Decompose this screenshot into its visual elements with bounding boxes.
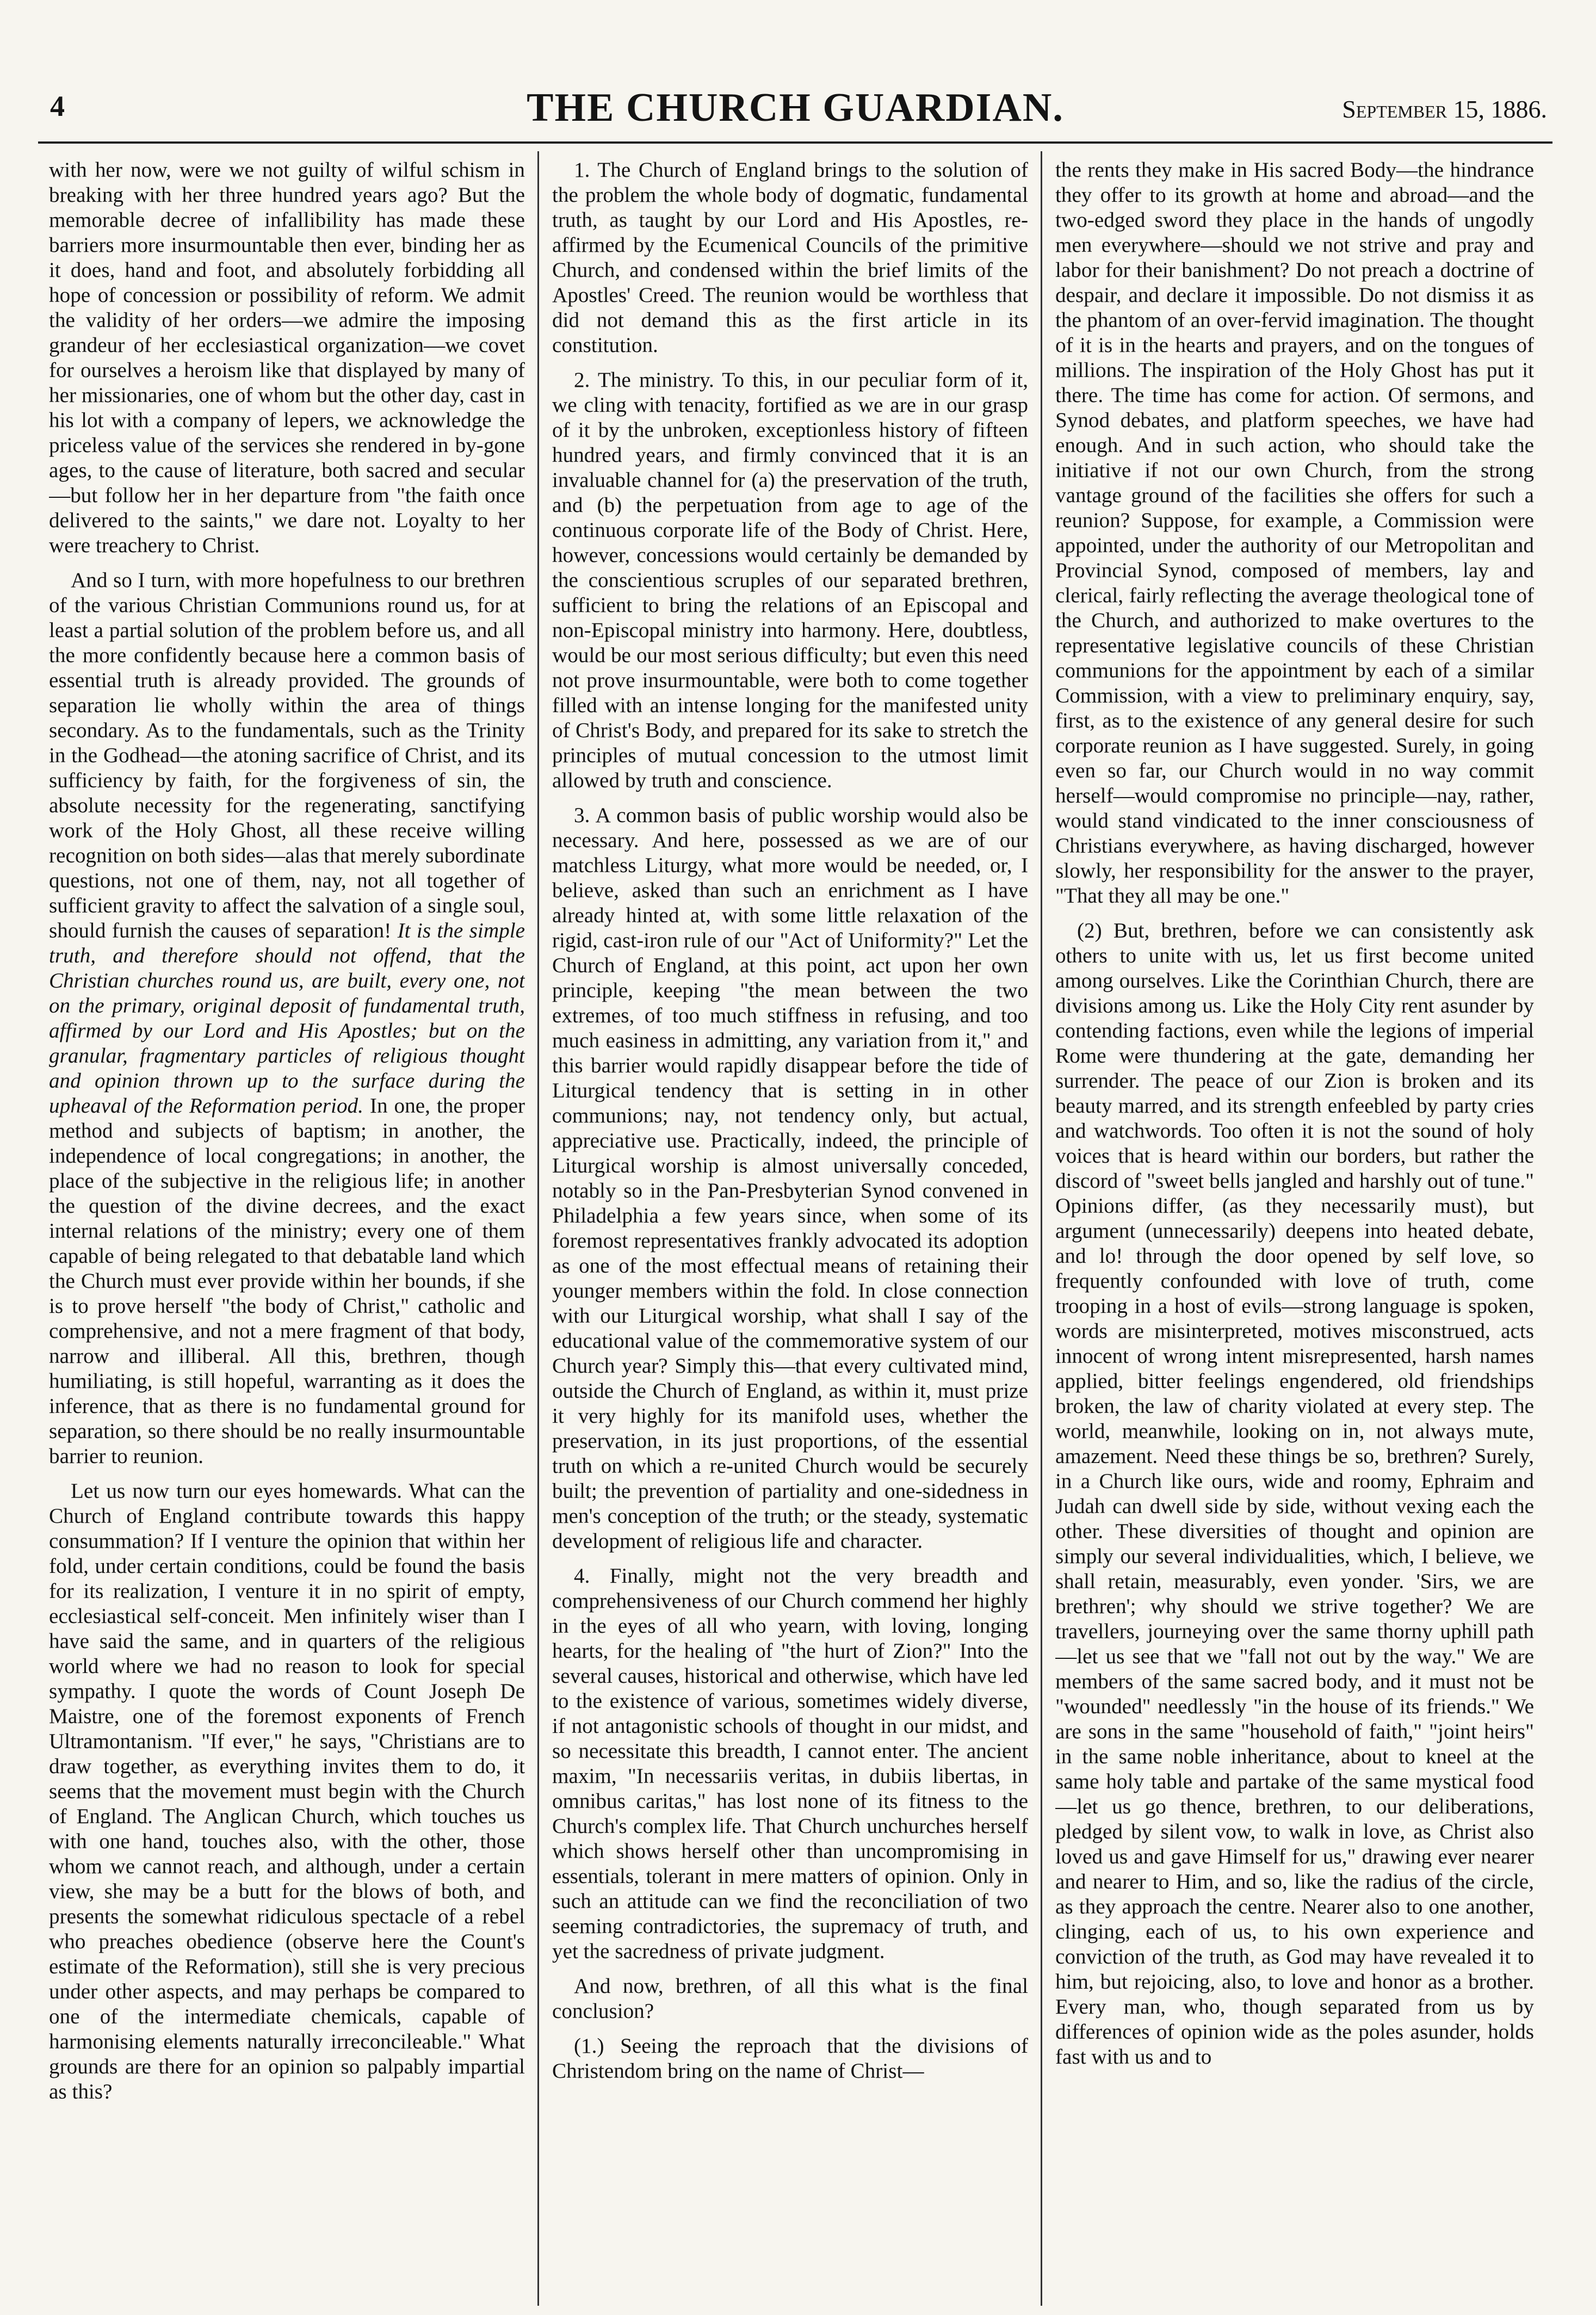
article-column-2 <box>552 158 1028 2307</box>
paragraph: the rents they make in His sacred Body—the hindrance they offer to its growth at home and abroad—and the two-edged sword they place in the hands of ungodly men everywhere—should we not strive and pray and labor for their banishment? Do not preach a doctrine of despair, and declare it impossible. Do not dismiss it as the phantom of an over-fervid imagination. The thought of it is in the hearts and prayers, and on the tongues of millions. The inspiration of the Holy Ghost has put it there. The time has come for action. Of sermons, and Synod debates, and platform speeches, we have had enough. And in such action, who should take the initiative if not our own Church, from the strong vantage ground of the facilities she offers for such a reunion? Suppose, for example, a Commission were appointed, under the authority of our Metropolitan and Provincial Synod, composed of members, lay and clerical, fairly reflecting the average theological tone of the Church, and authorized to make overtures to the representative legislative councils of these Christian communions for the appointment by each of a similar Commission, with a view to preliminary enquiry, say, first, as to the existence of any general desire for such corporate reunion as I have suggested. Surely, in going even so far, our Church would in no way commit herself—would compromise no principle—nay, rather, would stand vindicated to the inner consciousness of Christians everywhere, as having discharged, however slowly, her responsibility for the answer to the prayer, "That they all may be one." <box>1055 158 1534 908</box>
column-divider <box>1041 151 1042 2306</box>
page-number: 4 <box>50 90 65 122</box>
paragraph: with her now, were we not guilty of wilful schism in breaking with her three hundred years ago? But the memorable decree of infallibility has made these barriers more insurmountable then ever, binding her as it does, hand and foot, and absolutely forbidding all hope of concession or possibility of reform. We admit the validity of her orders—we admire the imposing grandeur of her ecclesiastical organization—we covet for ourselves a heroism like that displayed by many of her missionaries, one of whom but the other day, cast in his lot with a company of lepers, we acknowledge the priceless value of the services she rendered in by-gone ages, to the cause of literature, both sacred and secular—but follow her in her departure from "the faith once delivered to the saints," we dare not. Loyalty to her were treachery to Christ. <box>49 158 525 557</box>
paragraph: Let us now turn our eyes homewards. What can the Church of England contribute towards this happy consummation? If I venture the opinion that within her fold, under certain conditions, could be found the basis for its realization, I venture it in no spirit of empty, ecclesiastical self-conceit. Men infinitely wiser than I have said the same, and in quarters of the religious world where we had no reason to look for special sympathy. I quote the words of Count Joseph De Maistre, one of the foremost exponents of French Ultramontanism. "If ever," he says, "Christians are to draw together, as everything invites them to do, it seems that the movement must begin with the Church of England. The Anglican Church, which touches us with one hand, touches also, with the other, those whom we cannot reach, and although, under a certain view, she may be a butt for the blows of both, and presents the somewhat ridiculous spectacle of a rebel who preaches obedience (observe here the Count's estimate of the Reformation), still she is very precious under other aspects, and may perhaps be compared to one of the intermediate chemicals, capable of harmonising elements naturally irreconcileable." What grounds are there for an opinion so palpably impartial as this? <box>49 1479 525 2103</box>
newspaper-page <box>38 0 1552 2315</box>
paragraph: 2. The ministry. To this, in our peculiar form of it, we cling with tenacity, fortified as we are in our grasp of it by the unbroken, exceptionless history of fifteen hundred years, and firmly convinced that it is an invaluable channel for (a) the preservation of the truth, and (b) the perpetuation from age to age of the continuous corporate life of the Body of Christ. Here, however, concessions would certainly be demanded by the conscientious scruples of our separated brethren, sufficient to bring the relations of an Episcopal and non-Episcopal ministry into harmony. Here, doubtless, would be our most serious difficulty; but even this need not prove insurmountable, were both to come together filled with an intense longing for the manifested unity of Christ's Body, and prepared for its sake to stretch the principles of mutual concession to the utmost limit allowed by truth and conscience. <box>552 368 1028 792</box>
paragraph <box>49 568 525 1469</box>
paragraph: 3. A common basis of public worship would also be necessary. And here, possessed as we are of our matchless Liturgy, what more would be needed, or, I believe, asked than such an enrichment as I have already hinted at, with some little relaxation of the rigid, cast-iron rule of our "Act of Uniformity?" Let the Church of England, at this point, act upon her own principle, keeping "the mean between the two extremes, of too much stiffness in refusing, and too much easiness in admitting, any variation from it," and this barrier would rapidly disappear before the tide of Liturgical tendency that is setting in in other communions; nay, not tendency only, but actual, appreciative use. Practically, indeed, the principle of Liturgical worship is almost universally conceded, notably so in the Pan-Presbyterian Synod convened in Philadelphia a few years since, when some of its foremost representatives frankly advocated its adoption as one of the most effectual means of retaining their younger members within the fold. In close connection with our Liturgical worship, what shall I say of the educational value of the commemorative system of our Church year? Simply this—that every cultivated mind, outside the Church of England, as within it, must prize it very highly for its manifold uses, whether the preservation, in its just proportions, of the essential truth on which a re-united Church would be securely built; the prevention of partiality and one-sidedness in men's conception of the truth; or the steady, systematic development of religious life and character. <box>552 804 1028 1553</box>
paragraph: (2) But, brethren, before we can consistently ask others to unite with us, let us first become united among ourselves. Like the Corinthian Church, there are divisions among us. Like the Holy City rent asunder by contending factions, even while the legions of imperial Rome were thundering at the gate, demanding her surrender. The peace of our Zion is broken and its beauty marred, and its strength enfeebled by party cries and watchwords. Too often it is not the sound of holy voices that is heard within our borders, but rather the discord of "sweet bells jangled and harshly out of tune." Opinions differ, (as they necessarily must), but argument (unnecessarily) deepens into heated debate, and lo! through the door opened by self love, so frequently confounded with love of truth, come trooping in a host of evils—strong language is spoken, words are misinterpreted, motives misconstrued, acts innocent of wrong intent misrepresented, harsh names applied, bitter feelings engendered, old friendships broken, the law of charity violated at every step. The world, meanwhile, looking on in, not always mute, amazement. Need these things be so, brethren? Surely, in a Church like ours, wide and roomy, Ephraim and Judah can dwell side by side, without vexing each the other. These diversities of thought and opinion are simply our several individualities, which, I believe, we shall retain, measurably, even yonder. 'Sirs, we are brethren'; why should we strive together? We are travellers, journeying over the same thorny uphill path—let us see that we "fall not out by the way." We are members of the same sacred body, and it must not be "wounded" needlessly "in the house of its friends." We are sons in the same "household of faith," "joint heirs" in the same noble inheritance, about to kneel at the same holy table and partake of the same mystical food—let us go thence, brethren, to our deliberations, pledged by silent vow, to walk in love, as Christ also loved us and gave Himself for us," drawing ever nearer and nearer to Him, and so, like the radius of the circle, as they approach the centre. Nearer also to one another, clinging, each of us, to his own experience and conviction of the truth, as God may have revealed it to him, but rejoicing, also, to love and honor as a brother. Every man, who, though separated from us by differences of opinion wide as the poles asunder, holds fast with us and to <box>1055 919 1534 2069</box>
paragraph: And now, brethren, of all this what is the final conclusion? <box>552 1974 1028 2023</box>
paragraph: (1.) Seeing the reproach that the divisions of Christendom bring on the name of Christ— <box>552 2034 1028 2083</box>
column-divider <box>537 151 539 2306</box>
paragraph: 1. The Church of England brings to the solution of the problem the whole body of dogmatic, fundamental truth, as taught by our Lord and His Apostles, re-affirmed by the Ecumenical Councils of the primitive Church, and condensed within the brief limits of the Apostles' Creed. The reunion would be worthless that did not demand this as the first article in its constitution. <box>552 158 1028 357</box>
masthead <box>38 82 1552 144</box>
paragraph-text: And so I turn, with more hopefulness to our brethren of the various Christian Communions round us, for at least a partial solution of the problem before us, and all the more confidently because here a common basis of essential truth is already provided. The grounds of separation lie wholly within the area of things secondary. As to the fundamentals, such as the Trinity in the Godhead—the atoning sacrifice of Christ, and its sufficiency by faith, for the forgiveness of sin, the absolute necessity for the regenerating, sanctifying work of the Holy Ghost, all these receive willing recognition on both sides—alas that merely subordinate questions, not one of them, nay, not all together of sufficient gravity to affect the salvation of a single soul, should furnish the causes of separation! <box>49 569 525 942</box>
emphasized-text: It is the simple truth, and therefore should not offend, that the Christian churches round us, are built, every one, not on the primary, original deposit of fundamental truth, affirmed by our Lord and His Apostles; but on the granular, fragmentary particles of religious thought and opinion thrown up to the surface during the upheaval of the Reformation period. <box>49 919 525 1118</box>
paragraph-text: In one, the proper method and subjects of baptism; in another, the independence of local congregations; in another, the place of the subjective in the religious life; in another the question of the divine decrees, and the exact internal relations of the ministry; every one of them capable of being relegated to that debatable land which the Church must ever provide within her bounds, if she is to prove herself "the body of Christ," catholic and comprehensive, and not a mere fragment of that body, narrow and illiberal. All this, brethren, though humiliating, is still hopeful, warranting as it does the inference, that as there is no fundamental ground for separation, so there should be no really insurmountable barrier to reunion. <box>49 1094 525 1468</box>
article-column-3 <box>1055 158 1534 2307</box>
article-column-1 <box>49 158 525 2307</box>
paragraph: 4. Finally, might not the very breadth and comprehensiveness of our Church commend her highly in the eyes of all who yearn, with loving, longing hearts, for the healing of "the hurt of Zion?" Into the several causes, historical and otherwise, which have led to the existence of various, sometimes widely diverse, if not antagonistic schools of thought in our midst, and so necessitate this breadth, I cannot enter. The ancient maxim, "In necessariis veritas, in dubiis libertas, in omnibus caritas," has lost none of its fitness to the Church's complex life. That Church unchurches herself which shows herself other than uncompromising in essentials, tolerant in mere matters of opinion. Only in such an attitude can we find the reconciliation of two seeming contradictories, the supremacy of truth, and yet the sacredness of private judgment. <box>552 1564 1028 1963</box>
newspaper-title: THE CHURCH GUARDIAN. <box>527 85 1064 130</box>
issue-date: September 15, 1886. <box>1342 95 1547 123</box>
